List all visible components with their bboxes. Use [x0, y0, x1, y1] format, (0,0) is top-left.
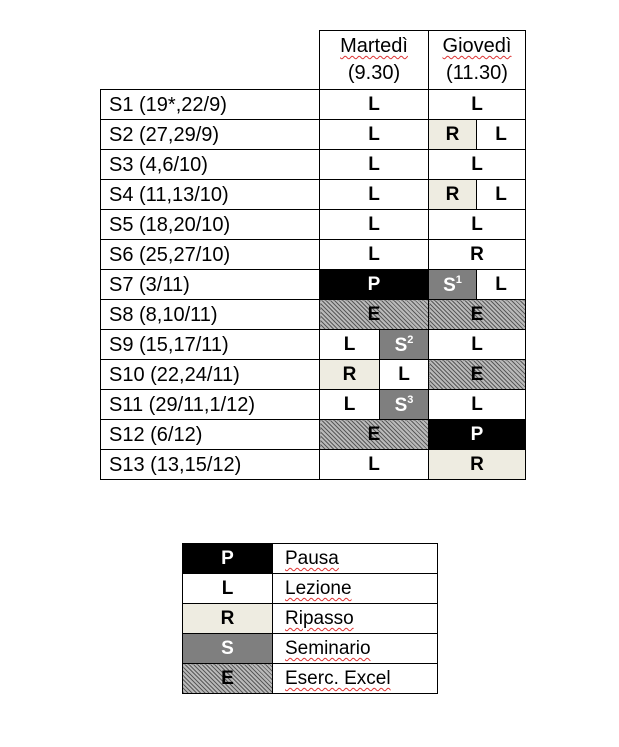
- legend-code: P: [183, 544, 273, 574]
- thursday-cell: R: [429, 240, 526, 270]
- header-thursday-time: (11.30): [446, 62, 508, 84]
- legend-label: [273, 574, 438, 604]
- seminar-number: 2: [407, 333, 414, 346]
- legend-code: L: [183, 574, 273, 604]
- table-row: [101, 240, 526, 270]
- week-label: S2 (27,29/9): [101, 120, 320, 150]
- table-row: [101, 150, 526, 180]
- header-tuesday-day: Martedì: [340, 35, 408, 57]
- legend-row-eserc-excel: [183, 664, 438, 694]
- tuesday-cell: P: [320, 270, 429, 300]
- legend-label-text: Seminario: [285, 638, 371, 659]
- thursday-cell: L: [429, 150, 526, 180]
- seminar-code: S: [394, 394, 408, 416]
- tuesday-cell: E: [320, 300, 429, 330]
- week-label: S1 (19*,22/9): [101, 90, 320, 120]
- legend-row-pausa: [183, 544, 438, 574]
- week-label: S13 (13,15/12): [101, 450, 320, 480]
- legend-label: [273, 604, 438, 634]
- thursday-cell: L: [429, 330, 526, 360]
- tuesday-cell-b: [380, 390, 429, 420]
- thursday-cell-a: R: [429, 120, 477, 150]
- thursday-cell-b: L: [477, 270, 526, 300]
- thursday-cell-a: [429, 270, 477, 300]
- thursday-cell: L: [429, 390, 526, 420]
- seminar-number: 1: [455, 273, 462, 286]
- tuesday-cell: L: [320, 240, 429, 270]
- schedule-table: [100, 30, 526, 480]
- table-row: [101, 210, 526, 240]
- header-thursday: [429, 31, 526, 90]
- thursday-cell: R: [429, 450, 526, 480]
- legend-row-ripasso: [183, 604, 438, 634]
- week-label: S3 (4,6/10): [101, 150, 320, 180]
- tuesday-cell: L: [320, 150, 429, 180]
- header-tuesday-time: (9.30): [347, 62, 401, 84]
- week-label: S11 (29/11,1/12): [101, 390, 320, 420]
- legend-row-seminario: [183, 634, 438, 664]
- table-row: [101, 390, 526, 420]
- week-label: S9 (15,17/11): [101, 330, 320, 360]
- tuesday-cell: E: [320, 420, 429, 450]
- week-label: S10 (22,24/11): [101, 360, 320, 390]
- legend-row-lezione: [183, 574, 438, 604]
- legend-label-text: Lezione: [285, 578, 352, 599]
- week-label: S6 (25,27/10): [101, 240, 320, 270]
- tuesday-cell: L: [320, 210, 429, 240]
- thursday-cell-a: R: [429, 180, 477, 210]
- thursday-cell: E: [429, 300, 526, 330]
- table-row: [101, 420, 526, 450]
- seminar-number: 3: [407, 393, 414, 406]
- table-row: [101, 270, 526, 300]
- table-row: [101, 300, 526, 330]
- tuesday-cell-b: L: [380, 360, 429, 390]
- table-row: [101, 180, 526, 210]
- week-label: S12 (6/12): [101, 420, 320, 450]
- thursday-cell: E: [429, 360, 526, 390]
- tuesday-cell: L: [320, 120, 429, 150]
- legend-label: [273, 664, 438, 694]
- legend-label: [273, 544, 438, 574]
- legend-label-text: Pausa: [285, 548, 339, 569]
- tuesday-cell-a: L: [320, 330, 380, 360]
- week-label: S7 (3/11): [101, 270, 320, 300]
- tuesday-cell: L: [320, 180, 429, 210]
- legend-code: E: [183, 664, 273, 694]
- seminar-code: S: [443, 274, 456, 296]
- thursday-cell: L: [429, 210, 526, 240]
- week-label: S8 (8,10/11): [101, 300, 320, 330]
- legend-label: [273, 634, 438, 664]
- header-thursday-day: Giovedì: [442, 35, 512, 57]
- tuesday-cell-a: R: [320, 360, 380, 390]
- thursday-cell: L: [429, 90, 526, 120]
- table-row: [101, 90, 526, 120]
- legend-code: S: [183, 634, 273, 664]
- week-label: S5 (18,20/10): [101, 210, 320, 240]
- legend-label-text: Eserc. Excel: [285, 668, 391, 689]
- corner-cell: [101, 31, 320, 90]
- legend-table: [182, 543, 438, 694]
- table-row: [101, 120, 526, 150]
- thursday-cell-b: L: [477, 120, 526, 150]
- tuesday-cell: L: [320, 450, 429, 480]
- tuesday-cell: L: [320, 90, 429, 120]
- table-row: [101, 450, 526, 480]
- thursday-cell: P: [429, 420, 526, 450]
- table-row: [101, 330, 526, 360]
- tuesday-cell-a: L: [320, 390, 380, 420]
- table-row: [101, 360, 526, 390]
- week-label: S4 (11,13/10): [101, 180, 320, 210]
- legend-code: R: [183, 604, 273, 634]
- seminar-code: S: [394, 334, 408, 356]
- header-tuesday: [320, 31, 429, 90]
- legend-label-text: Ripasso: [285, 608, 354, 629]
- thursday-cell-b: L: [477, 180, 526, 210]
- tuesday-cell-b: [380, 330, 429, 360]
